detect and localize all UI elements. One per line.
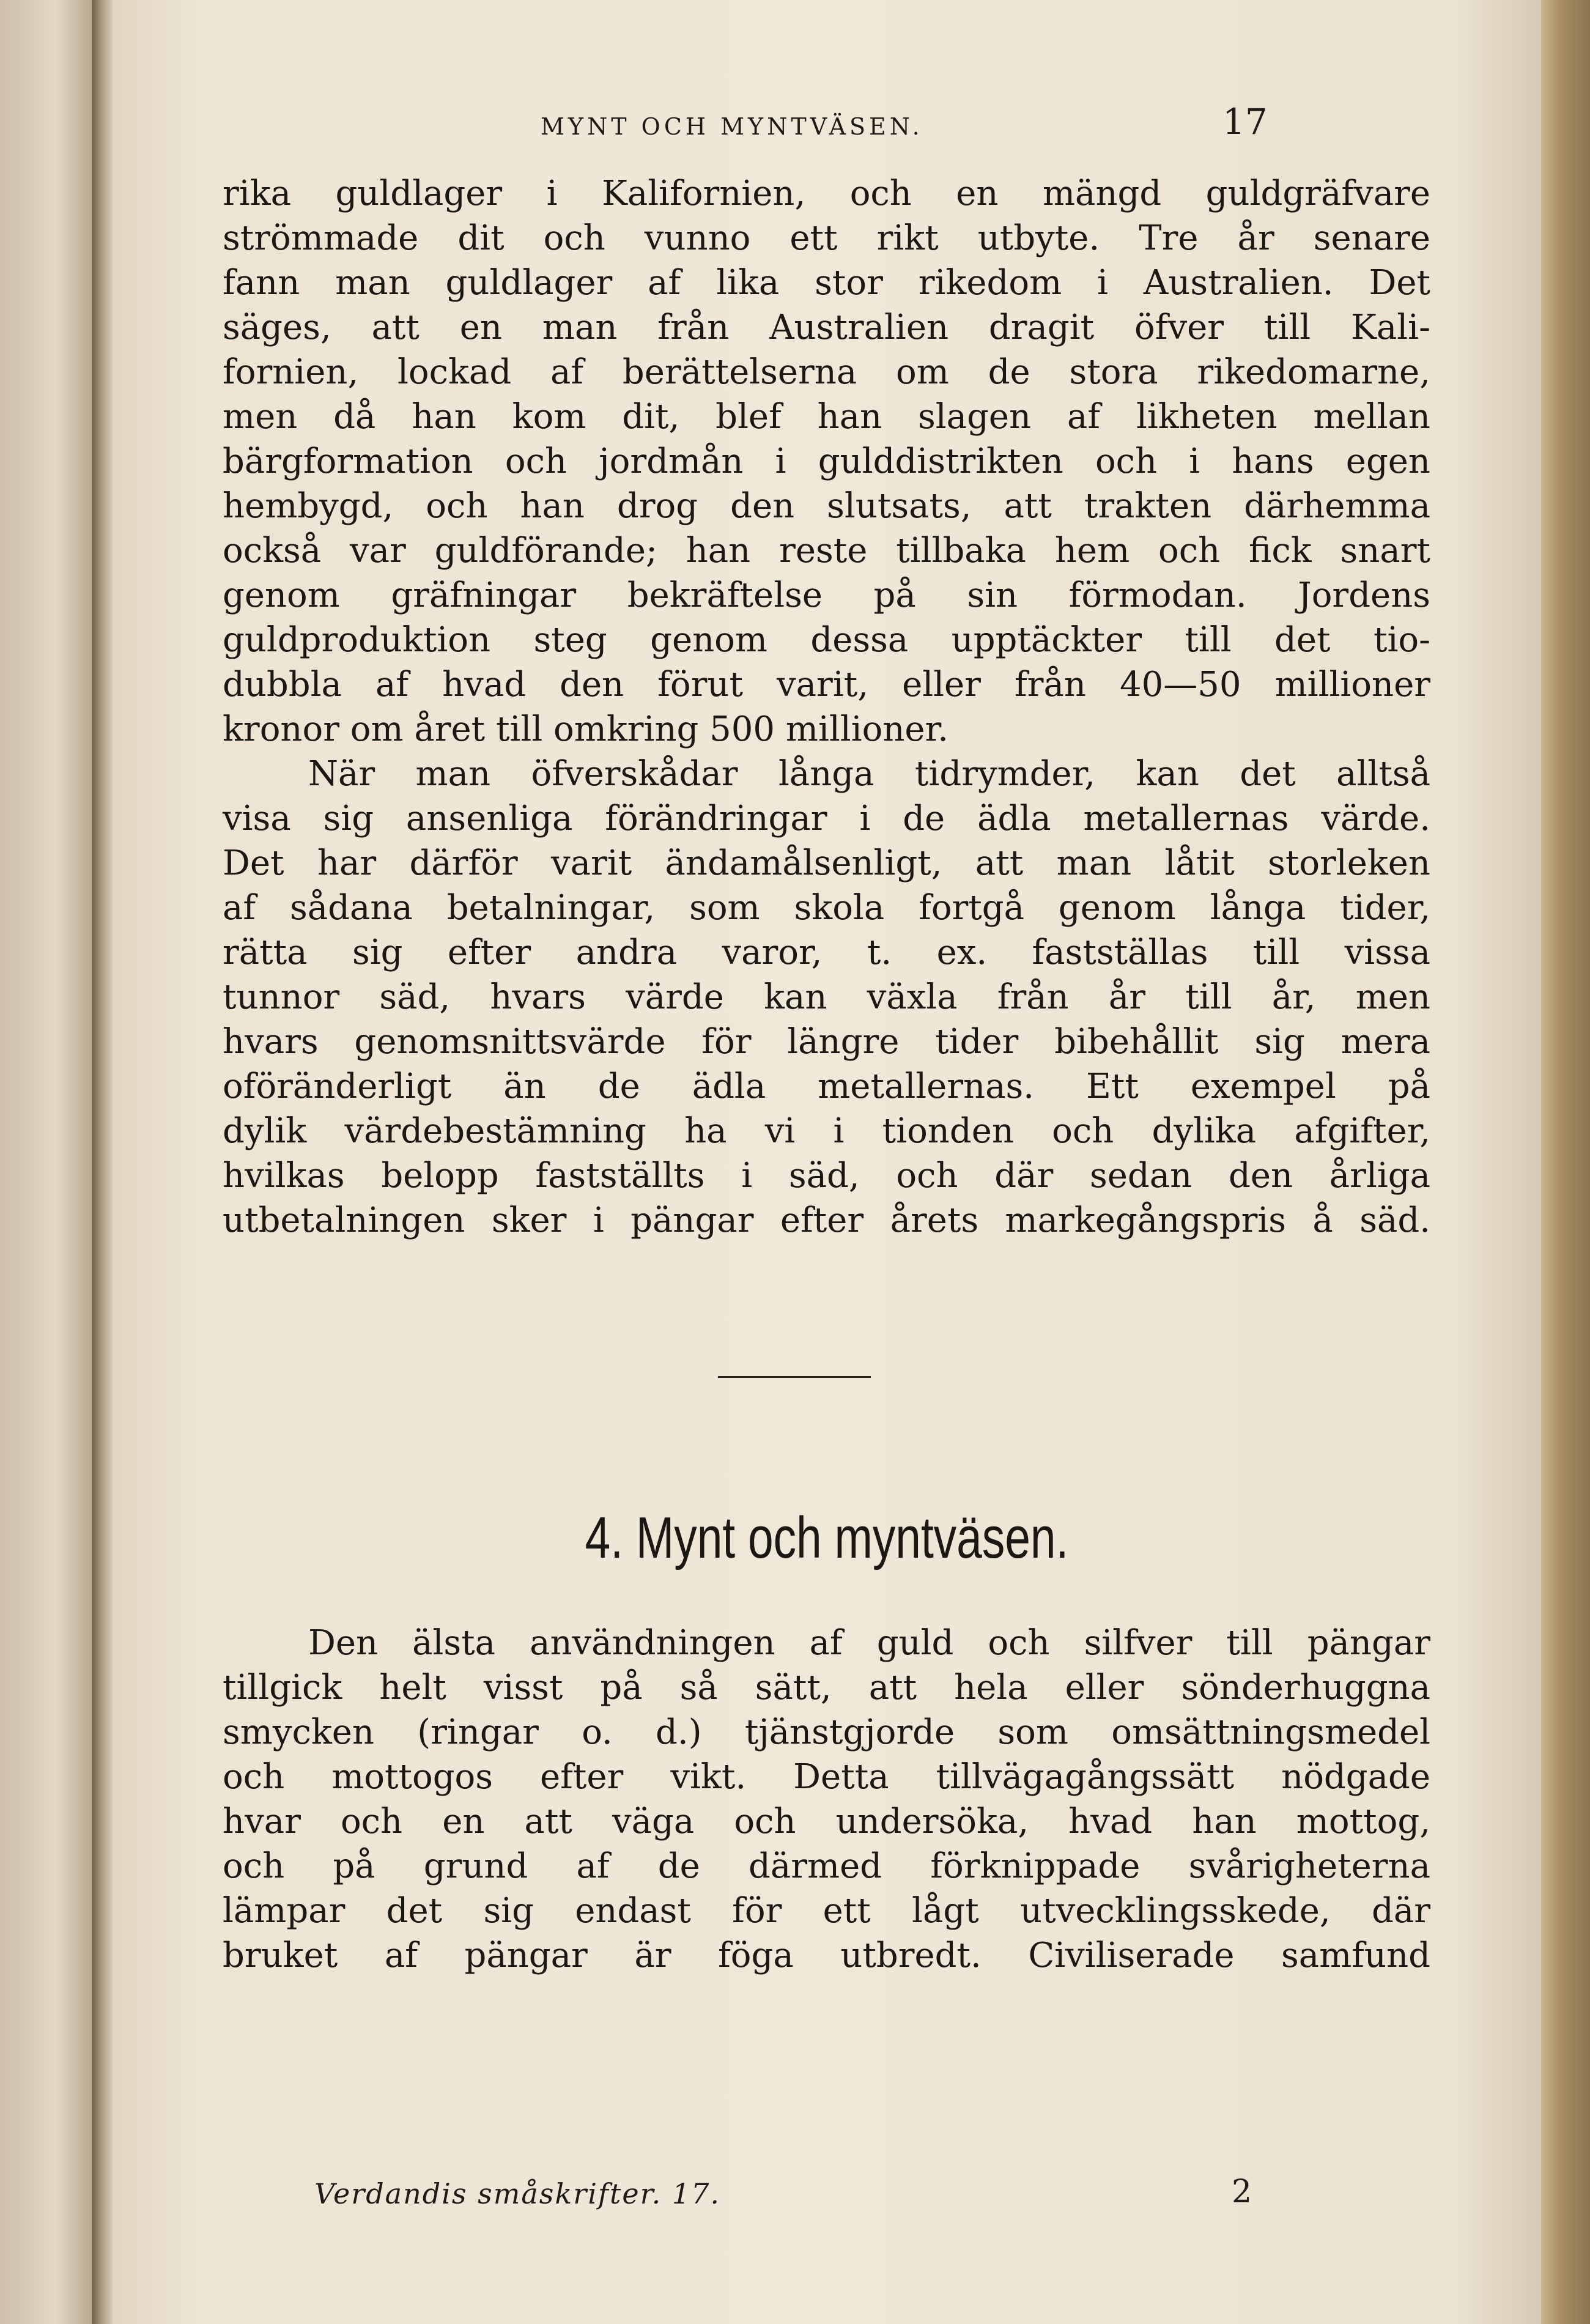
text-line: Det har därför varit ändamålsenligt, att man låtit storleken <box>223 843 1430 883</box>
text-line: utbetalningen sker i pängar efter årets markegångspris å säd. <box>223 1201 1430 1240</box>
series-title: Verdandis småskrifter. 17. <box>314 2177 720 2210</box>
text-line: genom gräfningar bekräftelse på sin förmodan. Jordens <box>223 575 1430 615</box>
text-line: hvar och en att väga och undersöka, hvad han mottog, <box>223 1802 1430 1841</box>
section-heading: 4. Mynt och myntväsen. <box>585 1505 1069 1571</box>
text-line: rätta sig efter andra varor, t. ex. fastställas till vissa <box>223 933 1430 972</box>
text-line: kronor om året till omkring 500 millioner. <box>223 709 948 749</box>
text-line: säges, att en man från Australien dragit öfver till Kali- <box>223 308 1430 347</box>
paragraph-earliest-use <box>223 1621 1430 1978</box>
text-line: men då han kom dit, blef han slagen af likheten mellan <box>223 397 1430 437</box>
text-line: dubbla af hvad den förut varit, eller från 40—50 millioner <box>223 665 1430 705</box>
running-head <box>113 101 1541 150</box>
section-divider <box>718 1376 871 1378</box>
running-title: MYNT OCH MYNTVÄSEN. <box>541 113 923 140</box>
text-line: Den älsta användningen af guld och silfver till pängar <box>308 1623 1430 1663</box>
text-line: tillgick helt visst på så sätt, att hela eller sönderhuggna <box>223 1668 1430 1708</box>
text-line: guldproduktion steg genom dessa upptäckter till det tio- <box>223 620 1430 660</box>
paragraph-gold-discoveries <box>223 171 1430 752</box>
book-gutter <box>92 0 113 2324</box>
text-line: hvilkas belopp fastställts i säd, och där sedan den årliga <box>223 1156 1430 1196</box>
text-line: fann man guldlager af lika stor rikedom i Australien. Det <box>223 263 1430 303</box>
text-line: tunnor säd, hvars värde kan växla från år till år, men <box>223 977 1430 1017</box>
printer-signature: 2 <box>1232 2174 1252 2210</box>
facing-page-edge <box>0 0 92 2324</box>
text-line: och mottogos efter vikt. Detta tillvägagångssätt nödgade <box>223 1757 1430 1797</box>
text-line: smycken (ringar o. d.) tjänstgjorde som omsättningsmedel <box>223 1712 1430 1752</box>
text-line: När man öfverskådar långa tidrymder, kan det alltså <box>308 754 1430 794</box>
section-body-text <box>223 1621 1430 1978</box>
text-line: fornien, lockad af berättelserna om de stora rikedomarne, <box>223 352 1430 392</box>
text-line: och på grund af de därmed förknippade svårigheterna <box>223 1846 1430 1886</box>
text-line: bärgformation och jordmån i gulddistrikten och i hans egen <box>223 442 1430 481</box>
text-line: lämpar det sig endast för ett lågt utvecklingsskede, där <box>223 1891 1430 1931</box>
text-line: bruket af pängar är föga utbredt. Civiliserade samfund <box>223 1936 1430 1975</box>
text-line: dylik värdebestämning ha vi i tionden och dylika afgifter, <box>223 1111 1430 1151</box>
text-line: också var guldförande; han reste tillbaka hem och fick snart <box>223 531 1430 571</box>
text-line: hvars genomsnittsvärde för längre tider bibehållit sig mera <box>223 1022 1430 1062</box>
text-line: visa sig ansenliga förändringar i de ädla metallernas värde. <box>223 799 1430 838</box>
text-line: af sådana betalningar, som skola fortgå genom långa tider, <box>223 888 1430 928</box>
page-block-edge <box>1541 0 1590 2324</box>
paragraph-value-changes <box>223 752 1430 1243</box>
page-number: 17 <box>1222 101 1268 142</box>
book-page <box>113 0 1541 2324</box>
text-line: rika guldlager i Kalifornien, och en mängd guldgräfvare <box>223 174 1430 213</box>
text-line: hembygd, och han drog den slutsats, att trakten därhemma <box>223 486 1430 526</box>
text-line: strömmade dit och vunno ett rikt utbyte. Tre år senare <box>223 218 1430 258</box>
text-line: oföränderligt än de ädla metallernas. Ett exempel på <box>223 1067 1430 1106</box>
page-footer <box>113 2174 1541 2226</box>
body-text <box>223 171 1430 1243</box>
